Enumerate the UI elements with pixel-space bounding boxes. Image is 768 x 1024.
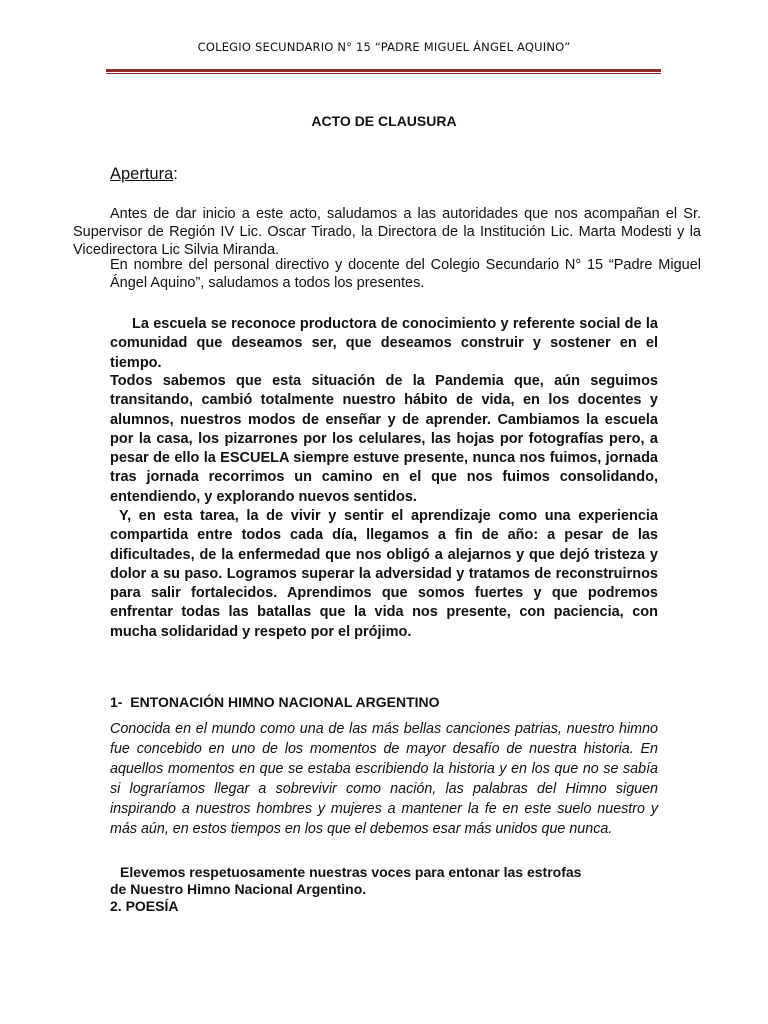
intro-paragraph-1: Antes de dar inicio a este acto, saludamos a las autoridades que nos acompañan el Sr. Supervisor de Región IV Lic. Oscar Tirado, la Directora de la Institución Lic. Marta Modesti y la Vicedirectora Lic Silvia Miranda. (73, 206, 701, 258)
document-header (0, 40, 768, 54)
section-1-heading (110, 694, 440, 710)
apertura-colon: : (173, 165, 178, 183)
apertura-label: Apertura (110, 165, 174, 183)
header-divider (106, 69, 661, 72)
school-name: COLEGIO SECUNDARIO N° 15 “PADRE MIGUEL ÁNGEL AQUINO” (197, 40, 571, 54)
section-2-heading: 2. POESÍA (110, 898, 179, 914)
speech-paragraph-3: Y, en esta tarea, la de vivir y sentir el aprendizaje como una experiencia compartida entre todos cada día, llegamos a fin de año: a pesar de las dificultades, de la enfermedad que nos obligó a alejarnos y que dejó tristeza y dolor a su paso. Logramos superar la adversidad y tratamos de reconstruirnos para salir fortalecidos. Aprendimos que somos fuertes y que podremos enfrentar todas las batallas que la vida nos presente, con paciencia, con mucha solidaridad y respeto por el prójimo. (110, 508, 658, 640)
section-1-title: ENTONACIÓN HIMNO NACIONAL ARGENTINO (130, 694, 440, 710)
section-1-call-line-1: Elevemos respetuosamente nuestras voces para entonar las estrofas (120, 864, 582, 880)
intro-paragraph-2: En nombre del personal directivo y docente del Colegio Secundario N° 15 “Padre Miguel Ángel Aquino”, saludamos a todos los presentes. (110, 257, 701, 291)
section-1-number: 1- (110, 694, 123, 710)
document-title: ACTO DE CLAUSURA (311, 113, 457, 129)
section-1-call-line-2: de Nuestro Himno Nacional Argentino. (110, 881, 367, 897)
apertura-heading (110, 165, 178, 184)
section-1-description: Conocida en el mundo como una de las más bellas canciones patrias, nuestro himno fue concebido en uno de los momentos de mayor desafío de nuestra historia. En aquellos momentos en que se estaba escribiendo la historia y en los que no se sabía si lograríamos llegar a sobrevivir como nación, las palabras del Himno siguen inspirando a nuestros hombres y mujeres a mantener la fe en este suelo nuestro y más aún, en estos tiempos en los que el debemos esar más unidos que nunca. (110, 721, 658, 838)
speech-paragraph-1: La escuela se reconoce productora de conocimiento y referente social de la comunidad que deseamos ser, que deseamos construir y sostener en el tiempo. (110, 316, 658, 371)
speech-paragraph-2: Todos sabemos que esta situación de la Pandemia que, aún seguimos transitando, cambió totalmente nuestro hábito de vida, en los docentes y alumnos, nuestros modos de enseñar y de aprender. Cambiamos la escuela por la casa, los pizarrones por los celulares, las hojas por fotografías pero, a pesar de ello la ESCUELA siempre estuve presente, nunca nos fuimos, jornada tras jornada recorrimos un camino en el que nos fuimos consolidando, entendiendo, y explorando nuevos sentidos. (110, 373, 658, 505)
header-divider-thin (106, 73, 661, 74)
